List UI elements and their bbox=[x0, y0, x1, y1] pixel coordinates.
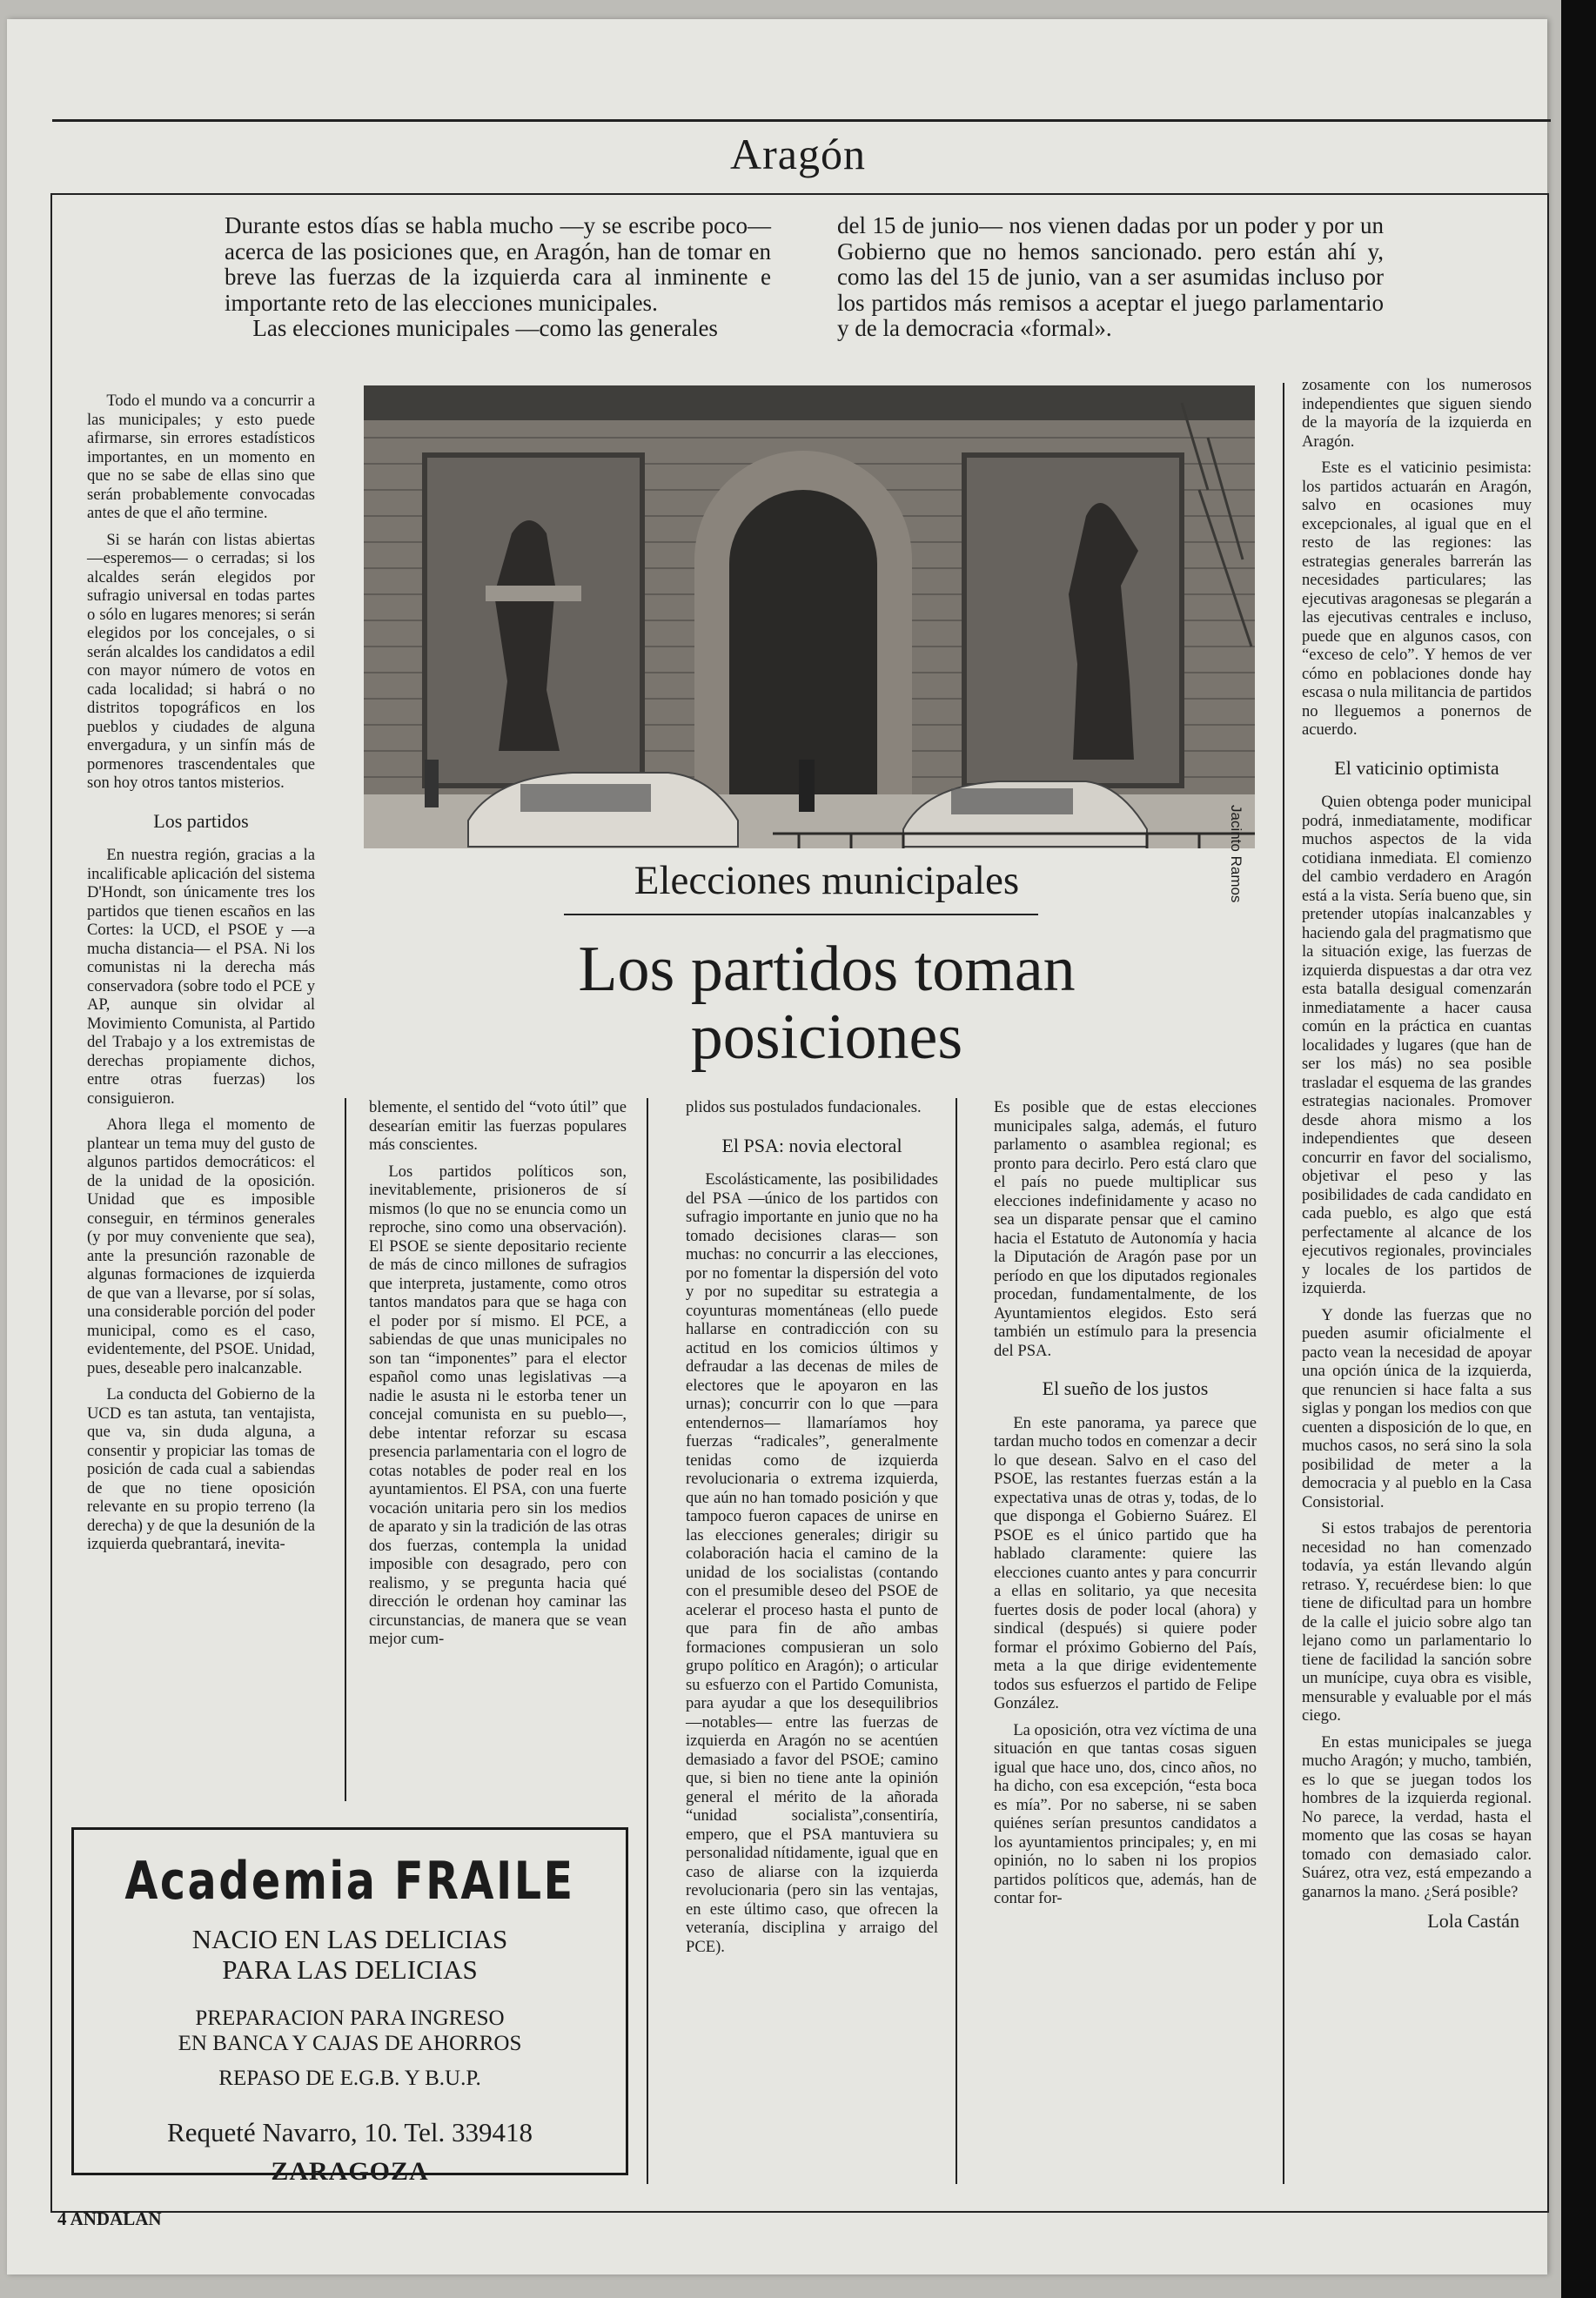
photo-building-facade bbox=[364, 385, 1255, 848]
paragraph: plidos sus postulados fundacionales. bbox=[686, 1098, 922, 1116]
ad-tagline-line: PARA LAS DELICIAS bbox=[222, 1954, 478, 1985]
ad-revision: REPASO DE E.G.B. Y B.U.P. bbox=[218, 2067, 481, 2090]
lead-right: del 15 de junio— nos vienen dadas por un poder y por un Gobierno que no hemos sancionado. pero están ahí y, como las del 15 de junio, van a ser asumidas incluso por los partidos más remisos a aceptar el juego parlamentario y de la democracia «formal». bbox=[837, 212, 1384, 341]
paragraph: Los partidos políticos son, inevitablemente, prisioneros de sí mismos (lo que no se enuncia como un reproche, sino como una observación). El PSOE se siente depositario reciente de más de cinco millones de sufragios que interpreta, justamente, como otros tantos mandatos para que se haga con el poder por sí mismo. El PCE, a sabiendas de que unas municipales no son tan “imponentes” para el elector español como unas legislativas —a nadie le asusta ni le estorba tener un concejal comunista en su pueblo—, debe intentar reforzar su escasa presencia parlamentaria con el logro de cotas notables de poder real en los ayuntamientos. El PSA, con una fuerte vocación unitaria pero sin los medios de aparato y sin la tradición de las otras dos fuerzas, contempla la unidad imposible con desagrado, pero con realismo, y se pregunta hacia qué dirección le ordenan hoy caminar las circunstancias, de manera que se vean mejor cum- bbox=[369, 1162, 627, 1648]
ad-tagline bbox=[74, 1924, 626, 1985]
column-1-top bbox=[87, 392, 315, 1562]
page-footer: 4 ANDALAN bbox=[57, 2208, 162, 2229]
column-rule-1 bbox=[345, 1098, 346, 1801]
paragraph: Si se harán con listas abiertas —esperemos— o cerradas; si los alcaldes serán elegidos por sufragio universal en todas partes o sólo en lugares menores; si serán elegidos por los concejales, o si serán alcaldes los candidatos a edil con mayor número de votos en cada localidad; si habrá o no distritos topográficos en los pueblos y ciudades de alguna envergadura, y un sinfín más de pormenores trascendentales que son hoy otros tantos misterios. bbox=[87, 530, 315, 792]
paragraph: zosamente con los numerosos independientes que siguen siendo de la mayoría de la izquierda en Aragón. bbox=[1302, 376, 1532, 451]
lead-paragraph-2: Las elecciones municipales —como las generales bbox=[252, 315, 718, 341]
paragraph: Este es el vaticinio pesimista: los partidos actuarán en Aragón, salvo en ocasiones muy excepcionales, al igual que en el resto de las regiones: las estrategias generales barrerán las necesidades particulares; las ejecutivas aragonesas se plegarán a las ejecutivas centrales e incluso, puede que en algunos casos, con “exceso de celo”. Y hemos de ver cómo en poblaciones donde hay escasa o nula militancia de partidos no lleguemos a ponernos de acuerdo. bbox=[1302, 459, 1532, 739]
paragraph: La conducta del Gobierno de la UCD es tan astuta, tan ventajista, que va, sin duda alguna, a consentir y propiciar las tomas de posición de cada cual a sabiendas de que no tiene oposición relevante en su propio terreno (la derecha) y de que la desunión de la izquierda quebrantará, inevita- bbox=[87, 1385, 315, 1553]
column-2 bbox=[369, 1098, 627, 1657]
lead-paragraph-1: Durante estos días se habla mucho —y se escribe poco— acerca de las posiciones que, en Aragón, han de tomar en breve las fuerzas de la izquierda cara al inminente e importante reto de las elecciones municipales. bbox=[225, 212, 771, 316]
advertisement bbox=[71, 1827, 628, 2186]
column-rule-3 bbox=[956, 1098, 957, 2184]
frame-bottom-rule bbox=[50, 2211, 1549, 2213]
subheading: El sueño de los justos bbox=[1042, 1377, 1209, 1399]
ad-tagline-line: NACIO EN LAS DELICIAS bbox=[191, 1924, 508, 1954]
paragraph: Quien obtenga poder municipal podrá, inmediatamente, modificar muchos aspectos de la vida cotidiana inmediata. El comienzo del cambio verdadero en Aragón está a la vista. Sería bueno que, sin pretender utopías inalcanzables y haciendo gala del pragmatismo que la situación exige, las fuerzas de izquierda dispuestas a dar otra vez esta batalla desigual comenzarán inmediatamente a hacer causa común en la práctica en cuantas localidades y lugares (que han de ser los más) no sea posible trasladar el esquema de las grandes estrategias nacionales. Promover desde ahora mismo a los independientes que deseen concurrir en favor del socialismo, objetivar el peso y las posibilidades de cada candidato en cada pueblo, es algo que está perfectamente al alcance de los ejecutivos regionales, provinciales y locales de los partidos de izquierda. bbox=[1302, 793, 1532, 1297]
subheading: El vaticinio optimista bbox=[1334, 756, 1499, 779]
kicker-underline bbox=[564, 914, 1038, 915]
column-4 bbox=[994, 1098, 1257, 1916]
paragraph: Todo el mundo va a concurrir a las municipales; y esto puede afirmarse, sin errores estadísticos importantes, en un momento en que no se sabe de ellas sino que serán probablemente convocadas antes de que el año termine. bbox=[87, 392, 315, 522]
section-title: Aragón bbox=[730, 130, 866, 178]
ad-address: Requeté Navarro, 10. Tel. 339418 bbox=[167, 2117, 533, 2147]
paragraph: Ahora llega el momento de plantear un tema muy del gusto de algunos partidos democráticos: el de la unidad de la oposición. Unidad que es imposible conseguir, en términos generales (y por muy conveniente que sea), ante la presunción razonable de algunas formaciones de izquierda de que van a llevarse, por sí solas, una considerable porción del poder municipal, como es el caso, evidentemente, del PSOE. Unidad, pues, deseable pero inalcanzable. bbox=[87, 1116, 315, 1377]
ad-city: ZARAGOZA bbox=[271, 2157, 429, 2186]
column-rule-2 bbox=[647, 1098, 648, 2184]
column-5 bbox=[1302, 376, 1532, 1939]
paragraph: En nuestra región, gracias a la incalificable aplicación del sistema D'Hondt, son únicamente tres los partidos que tienen escaños en las Cortes: la UCD, el PSOE y —a mucha distancia— el PSA. Ni los comunistas ni la derecha más conservadora (sobre todo el PCE y AP, aunque sin olvidar al Movimiento Comunista, al Partido del Trabajo y a los extremistas de derechas propiamente dichos, entre otras fuerzas) los consiguieron. bbox=[87, 846, 315, 1108]
frame-left-rule bbox=[50, 193, 52, 2212]
kicker: Elecciones municipales bbox=[634, 858, 1020, 903]
lead-left bbox=[225, 213, 771, 342]
subheading: Los partidos bbox=[153, 809, 249, 832]
paragraph: Si estos trabajos de perentoria necesidad no han comenzado todavía, ya están llevando algún retraso. Y, recuérdese bien: lo que tiene de dificultad para un hombre de la calle el juicio sobre algo tan lejano como un parlamentario lo tiene de facilidad la sanción sobre un munícipe, cuya obra es visible, mensurable y evaluable por el más ciego. bbox=[1302, 1519, 1532, 1725]
author-signature: Lola Castán bbox=[1427, 1910, 1519, 1932]
paragraph: Y donde las fuerzas que no pueden asumir oficialmente el pacto vean la necesidad de apoyar una opción única de la izquierda, que renuncien si hace falta a sus siglas y pongan los medios con que cuenten a disposición de lo que, en muchos casos, no será sino la sola posibilidad de meter a la democracia y al pueblo en la Casa Consistorial. bbox=[1302, 1305, 1532, 1511]
top-rule bbox=[52, 119, 1551, 122]
ad-brand-name: Academia FRAILE bbox=[124, 1851, 575, 1912]
page-edge bbox=[1561, 0, 1596, 2298]
paragraph: En este panorama, ya parece que tardan mucho todos en comenzar a decir lo que desean. Salvo en el caso del PSOE, las restantes fuerzas están a la expectativa unas de otras y, todas, de lo que disponga el Gobierno Suárez. El PSOE es el único partido que ha hablado claramente: quiere las elecciones cuanto antes y para concurrir a ellas en solitario, ya que necesita fuertes dosis de poder local (ahora) y sindical (después) si quiere poder formar el próximo Gobierno del País, meta a la que dirige evidentemente todos sus esfuerzos el partido de Felipe González. bbox=[994, 1413, 1257, 1712]
photo-credit: Jacinto Ramos bbox=[1228, 805, 1244, 903]
column-3 bbox=[686, 1098, 938, 1964]
ad-services bbox=[74, 2006, 626, 2056]
ad-services-line: EN BANCA Y CAJAS DE AHORROS bbox=[178, 2032, 522, 2055]
column-rule-4 bbox=[1283, 383, 1284, 2184]
paragraph: En estas municipales se juega mucho Aragón; y mucho, también, es lo que se juegan todos los hombres de la izquierda regional. No parece, la verdad, hasta el momento que las cosas se hayan tomado con demasiado calor. Suárez, otra vez, está empezando a ganarnos la mano. ¿Será posible? bbox=[1302, 1732, 1532, 1901]
frame-top-rule bbox=[50, 193, 1549, 195]
subheading: El PSA: novia electoral bbox=[721, 1134, 902, 1156]
paragraph: Es posible que de estas elecciones municipales salga, además, el futuro parlamento o asamblea regional; es pronto para decirlo. Pero está claro que el país no puede multiplicar sus elecciones indefinidamente y acaso no sea un disparate pensar que el camino hacia el Estatuto de Autonomía y hacia la Diputación de Aragón pase por un período en que los diputados regionales procedan, fundamentalmente, de los Ayuntamientos elegidos. Esto será también un estímulo para la presencia del PSA. bbox=[994, 1098, 1257, 1360]
paragraph: blemente, el sentido del “voto útil” que desearían emitir las fuerzas populares más conscientes. bbox=[369, 1098, 627, 1154]
headline: Los partidos toman posiciones bbox=[578, 934, 1076, 1073]
ad-services-line: PREPARACION PARA INGRESO bbox=[195, 2007, 505, 2030]
paragraph: La oposición, otra vez víctima de una situación en que tantas cosas siguen igual que hace uno, dos, cinco años, no ha dicho, con esa excepción, “esta boca es mía”. Por no saberse, ni se saben quiénes serían presuntos candidatos a los ayuntamientos principales; y, en mi opinión, no lo saben ni los propios partidos políticos que, además, han de contar for- bbox=[994, 1720, 1257, 1907]
frame-right-rule bbox=[1547, 193, 1549, 2212]
paragraph: Escolásticamente, las posibilidades del PSA —único de los partidos con sufragio importante en junio que no ha tomado decisiones claras— son muchas: no concurrir a las elecciones, por no fomentar la dispersión del voto y por no supeditar su estrategia a coyunturas momentáneas (ello puede hallarse en contradicción con su actitud en los comicios últimos y defraudar a las decenas de miles de electores que le apoyaron en las urnas); concurrir con lo que —para entendernos— llamaríamos hoy fuerzas “radicales”, generalmente tenidas como de izquierda revolucionaria o extrema izquierda, que aún no han tomado posición y que tampoco fueron capaces de unirse en las elecciones generales; dirigir su colaboración hacia el camino de la unidad de los socialistas (contando con el presumible deseo del PSOE de acelerar el proceso hasta el punto de que para fin de año ambas formaciones compusieran un solo grupo político en Aragón); o articular su esfuerzo con el Partido Comunista, para ayudar a que los desequilibrios —notables— entre las fuerzas de izquierda en Aragón no se acentúen demasiado a favor del PSOE; camino que, si bien no tiene ante la opinión general el mérito de la añorada “unidad socialista”,consentiría, empero, que el PSA mantuviera su personalidad nítidamente, igual que en caso de aliarse con la izquierda revolucionaria (pero sin las ventajas, en este último caso, que ofrecen la veteranía, disciplina y arraigo del PCE). bbox=[686, 1170, 938, 1956]
